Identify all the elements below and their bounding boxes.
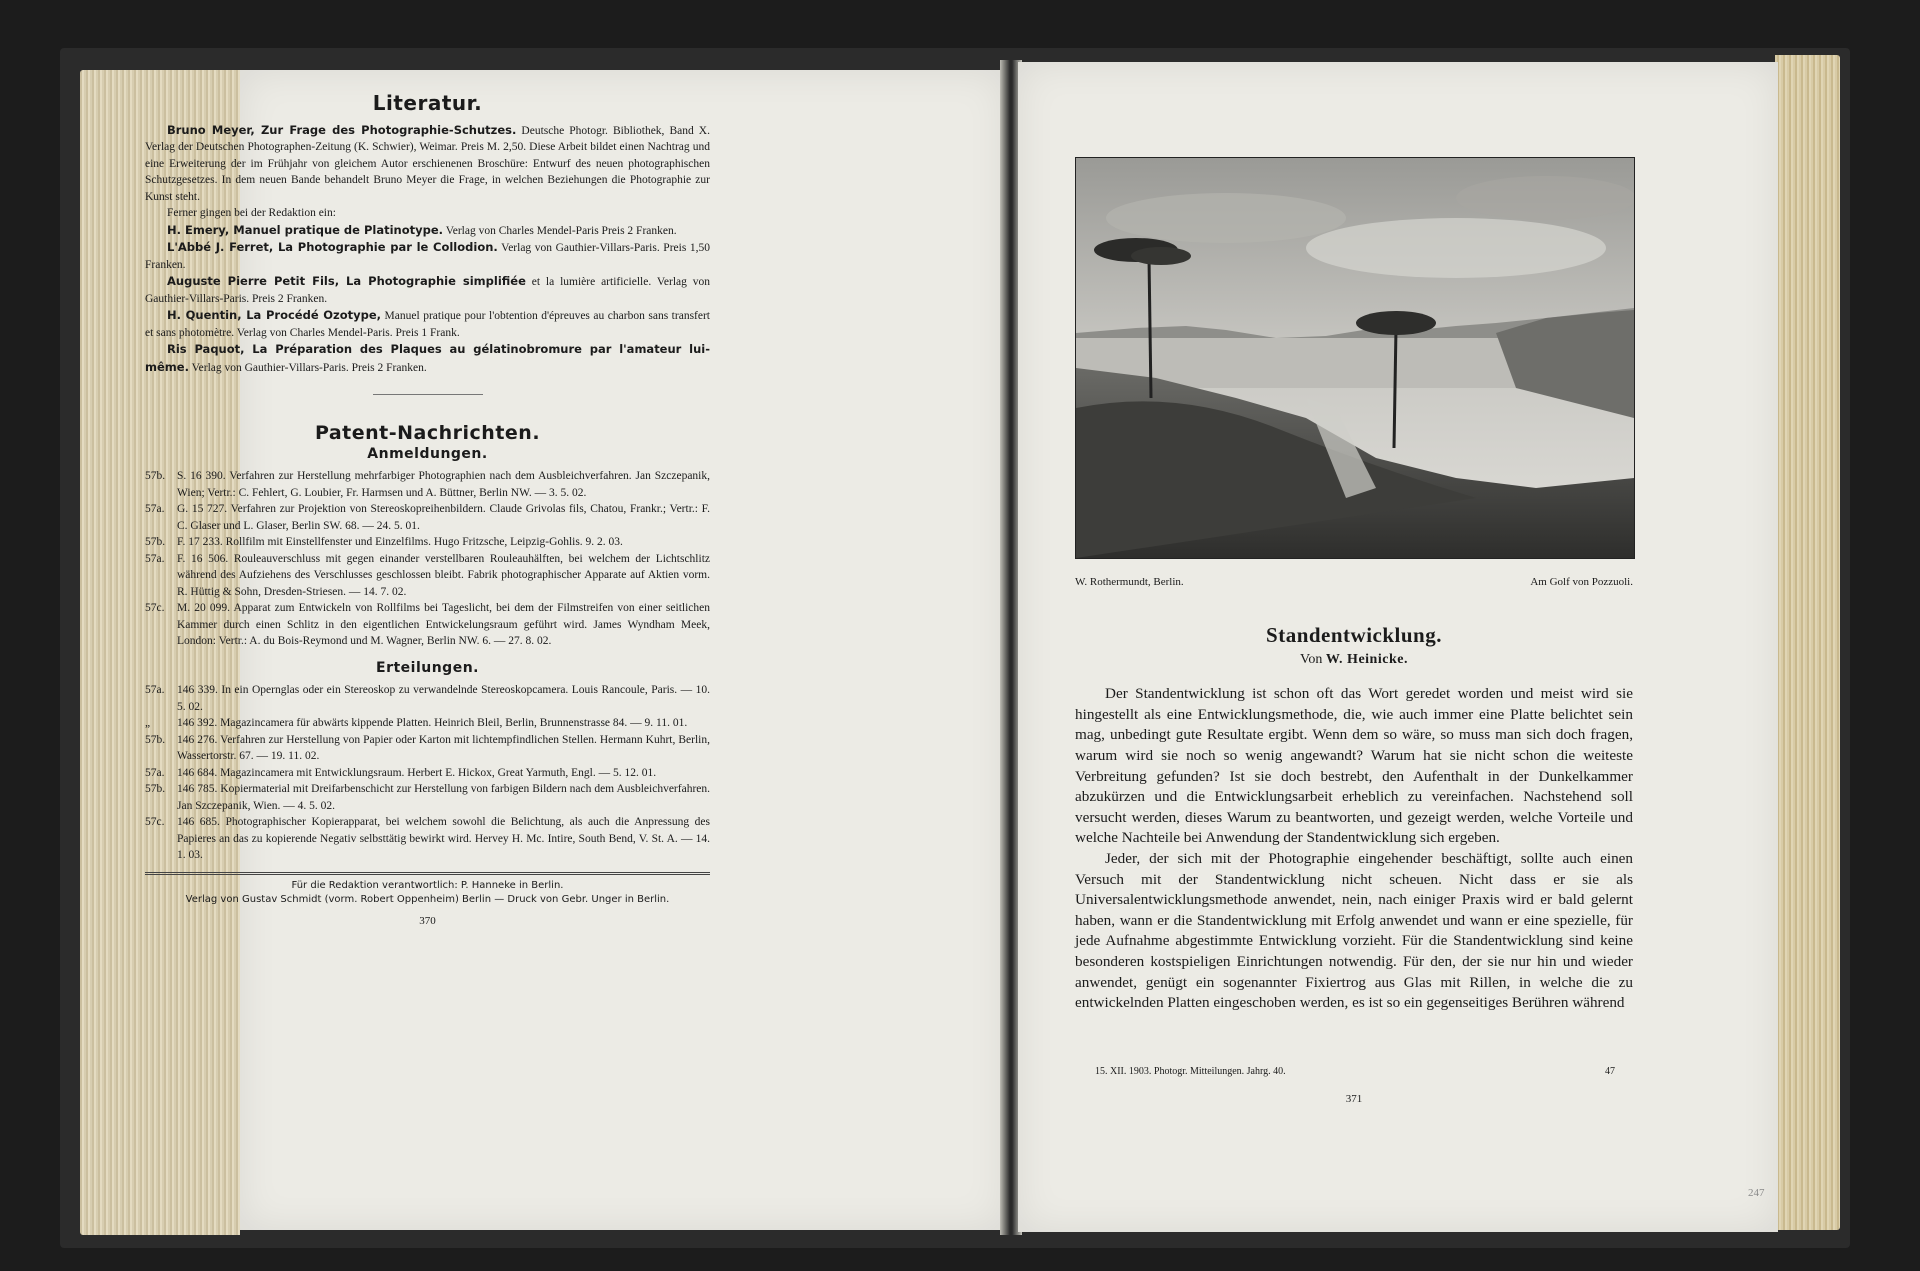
photo-illustration xyxy=(1076,158,1634,558)
patent-text: 146 276. Verfahren zur Herstellung von Papier oder Karton mit lichtempfindlichen Stellen. Hermann Kuhrt, Berlin, Wassertorstr. 67. — 19. 11. 02. xyxy=(177,733,710,762)
photo-caption xyxy=(1075,576,1633,588)
literatur-list xyxy=(145,122,710,377)
literatur-entry-title: H. Quentin, La Procédé Ozotype, xyxy=(167,308,382,322)
patent-text: 146 785. Kopiermaterial mit Dreifarbenschicht zur Herstellung von farbigen Bildern nach dem Ausbleichverfahren. Jan Szczepanik, Wien. — 4. 5. 02. xyxy=(177,783,710,812)
signature-number: 47 xyxy=(1605,1066,1615,1077)
patent-entry xyxy=(145,501,710,534)
literatur-heading: Literatur. xyxy=(372,91,483,115)
left-page-content xyxy=(145,91,711,929)
patent-class: 57b. xyxy=(145,470,166,482)
photo-title: Am Golf von Pozzuoli. xyxy=(1530,576,1633,588)
patent-text: F. 17 233. Rollfilm mit Einstellfenster und Einzelfilms. Hugo Fritzsche, Leipzig-Gohlis. 9. 2. 03. xyxy=(177,536,623,548)
patent-entry xyxy=(145,814,710,864)
literatur-entry xyxy=(145,222,710,240)
patent-text: 146 392. Magazincamera für abwärts kippende Platten. Heinrich Bleil, Berlin, Brunnenstrasse 84. — 9. 11. 01. xyxy=(177,717,688,729)
article-byline xyxy=(1075,650,1633,671)
patent-class: 57a. xyxy=(145,552,165,565)
patent-text: 146 339. In ein Opernglas oder ein Stereoskop zu verwandelnde Stereoskopcamera. Louis Rancoule, Paris. — 10. 5. 02. xyxy=(177,684,710,713)
anmeldungen-list xyxy=(145,468,710,650)
right-page-footer xyxy=(1095,1066,1615,1077)
patent-class: 57a. xyxy=(145,684,165,696)
erteilungen-list xyxy=(145,682,710,864)
literatur-entry xyxy=(145,122,710,206)
patent-class: 57a. xyxy=(145,503,165,515)
literatur-entry xyxy=(145,239,710,273)
literatur-entry-text: Verlag von Gauthier-Villars-Paris. Preis 2 Franken. xyxy=(188,361,427,374)
patent-entry xyxy=(145,715,710,732)
literatur-entry-title: Auguste Pierre Petit Fils, La Photographie simplifiée xyxy=(167,274,526,288)
patent-entry xyxy=(145,781,710,814)
page-number-left: 370 xyxy=(419,914,436,927)
literatur-entry-text: Ferner gingen bei der Redaktion ein: xyxy=(167,207,336,219)
patent-heading: Patent-Nachrichten. xyxy=(314,422,541,444)
page-edges-right xyxy=(1775,55,1840,1230)
article-paragraph: Jeder, der sich mit der Photographie eingehender beschäftigt, sollte auch einen Versuch mit der Standentwicklung nicht scheuen. Nicht dass er sie als Universalentwicklungsmethode anwendet, nein, nach einiger Praxis wird er bald gelernt haben, wann er die Standentwicklung mit Erfolg anwendet und wann er eine spezielle, für jede Aufnahme abgestimmte Entwicklung vorzieht. Für die Standentwicklung sind keine besonderen kostspieligen Einrichtungen notwendig. Für den, der sie nur hin und wieder anwendet, genügt ein sogenannter Fixiertrog aus Glas mit Rillen, in welche die zu entwickelnden Platten eingeschoben werden, es ist so ein gegenseitiges Berühren während xyxy=(1075,849,1633,1012)
literatur-entry-text: et la lumière artificielle. Verlag von Gauthier-Villars-Paris. Preis 2 Franken. xyxy=(145,276,710,305)
patent-entry xyxy=(145,468,710,501)
footer-rule xyxy=(145,872,710,875)
literatur-entry-title: Ris Paquot, La Préparation des Plaques au gélatinobromure par l'amateur lui-même. xyxy=(145,342,710,374)
patent-class: „ xyxy=(145,717,151,729)
archive-stamp: 247 xyxy=(1748,1187,1765,1199)
patent-entry xyxy=(145,534,710,551)
byline-prefix: Von xyxy=(1300,651,1323,667)
patent-text: G. 15 727. Verfahren zur Projektion von Stereoskopreihenbildern. Claude Grivolas fils, Chatou, Frankr.; Vertr.: F. C. Glaser und L. Glaser, Berlin SW. 68. — 24. 5. 01. xyxy=(177,503,710,532)
literatur-entry xyxy=(145,307,710,341)
article-title: Standentwicklung. xyxy=(1266,623,1442,647)
literatur-entry-text: Deutsche Photogr. Bibliothek, Band X. Verlag der Deutschen Photographen-Zeitung (K. Schwier), Weimar. Preis M. 2,50. Diese Arbeit bildet einen Nachtrag und eine Erweiterung der im Frühjahr von gleichem Autor erschienenen Broschüre: Entwurf des neuen photographischen Schutzgesetzes. In dem neuen Bande behandelt Bruno Meyer die Frage, in welchen Beziehungen die Photographie zur Kunst steht. xyxy=(145,124,710,203)
patent-entry xyxy=(145,551,710,601)
patent-text: 146 684. Magazincamera mit Entwicklungsraum. Herbert E. Hickox, Great Yarmuth, Engl. — 5. 12. 01. xyxy=(177,766,657,779)
literatur-entry-text: Verlag von Gauthier-Villars-Paris. Preis 1,50 Franken. xyxy=(145,242,711,271)
landscape-photo xyxy=(1075,157,1635,559)
literatur-entry xyxy=(145,205,710,222)
patent-text: S. 16 390. Verfahren zur Herstellung mehrfarbiger Photographien nach dem Ausbleichverfahren. Jan Szczepanik, Wien; Vertr.: C. Fehlert, G. Loubier, Fr. Harmsen und A. Büttner, Berlin NW. — 3. 5. 02. xyxy=(177,470,710,499)
imprint-line-1: Für die Redaktion verantwortlich: P. Hanneke in Berlin. xyxy=(291,879,564,891)
issue-line: 15. XII. 1903. Photogr. Mitteilungen. Jahrg. 40. xyxy=(1095,1066,1286,1077)
patent-entry xyxy=(145,732,710,765)
literatur-entry-title: L'Abbé J. Ferret, La Photographie par le Collodion. xyxy=(167,240,498,254)
imprint-line-2: Verlag von Gustav Schmidt (vorm. Robert Oppenheim) Berlin — Druck von Gebr. Unger in Berlin. xyxy=(185,893,670,905)
article-paragraph: Der Standentwicklung ist schon oft das Wort geredet worden und meist wird sie hingestellt als eine Entwicklungsmethode, die, wie auch immer eine Platte belichtet sein mag, unbedingt gute Resultate ergibt. Wenn dem so wäre, so muss man sich doch fragen, warum wird sie noch so wenig angewandt? Warum hat sie nicht schon die weiteste Verbreitung gefunden? Ist sie doch bestrebt, den Aufenthalt in der Dunkelkammer abzukürzen und die Entwicklungsarbeit erheblich zu vereinfachen. Nachstehend soll versucht werden, dieses Warum zu beantworten, und gezeigt werden, welche Vorteile und welche Nachteile bei Anwendung der Standentwicklung sich ergeben. xyxy=(1075,685,1633,847)
right-page-content xyxy=(1075,625,1633,1014)
literatur-entry-title: H. Emery, Manuel pratique de Platinotype. xyxy=(167,222,444,237)
section-divider xyxy=(373,394,483,395)
erteilungen-heading: Erteilungen. xyxy=(376,659,479,676)
patent-class: 57b. xyxy=(145,783,166,795)
patent-class: 57a. xyxy=(145,766,165,779)
page-number-right: 371 xyxy=(1345,1093,1363,1105)
literatur-entry-text: Verlag von Charles Mendel-Paris Preis 2 Franken. xyxy=(443,224,677,237)
patent-class: 57b. xyxy=(145,536,166,548)
patent-text: M. 20 099. Apparat zum Entwickeln von Rollfilms bei Tageslicht, bei dem der Filmstreifen von einer seitlichen Kammer durch einen Schlitz in den eigentlichen Entwickelungsraum geführt wird. James Wyndham Meek, London: Vertr.: A. du Bois-Reymond und M. Wagner, Berlin NW. 6. — 27. 8. 02. xyxy=(177,602,710,647)
patent-text: F. 16 506. Rouleauverschluss mit gegen einander verstellbaren Rouleauhälften, bei welchem der Lichtschlitz während des Aufziehens des Verschlusses geschlossen bleibt. Fabrik photographischer Apparate auf Aktien vorm. R. Hüttig & Sohn, Dresden-Striesen. — 14. 7. 02. xyxy=(177,552,710,598)
patent-entry xyxy=(145,765,710,782)
patent-class: 57b. xyxy=(145,733,166,746)
photo-credit: W. Rothermundt, Berlin. xyxy=(1075,576,1184,588)
literatur-entry xyxy=(145,273,710,307)
byline-author: W. Heinicke. xyxy=(1325,651,1408,667)
patent-class: 57c. xyxy=(145,816,165,828)
patent-entry xyxy=(145,600,710,650)
patent-entry xyxy=(145,682,710,715)
literatur-entry-title: Bruno Meyer, Zur Frage des Photographie-Schutzes. xyxy=(167,122,517,137)
patent-class: 57c. xyxy=(145,602,165,614)
patent-text: 146 685. Photographischer Kopierapparat, bei welchem sowohl die Belichtung, als auch die Anpressung des Papieres an das zu kopierende Negativ selbsttätig bewirkt wird. Hervey H. Mc. Intire, South Bend, V. St. A. — 14. 1. 03. xyxy=(177,816,710,861)
literatur-entry xyxy=(145,341,710,376)
literatur-entry-text: Manuel pratique pour l'obtention d'épreuves au charbon sans transfert et sans photomètre. Verlag von Charles Mendel-Paris. Preis 1 Frank. xyxy=(145,310,710,339)
anmeldungen-heading: Anmeldungen. xyxy=(367,445,488,462)
